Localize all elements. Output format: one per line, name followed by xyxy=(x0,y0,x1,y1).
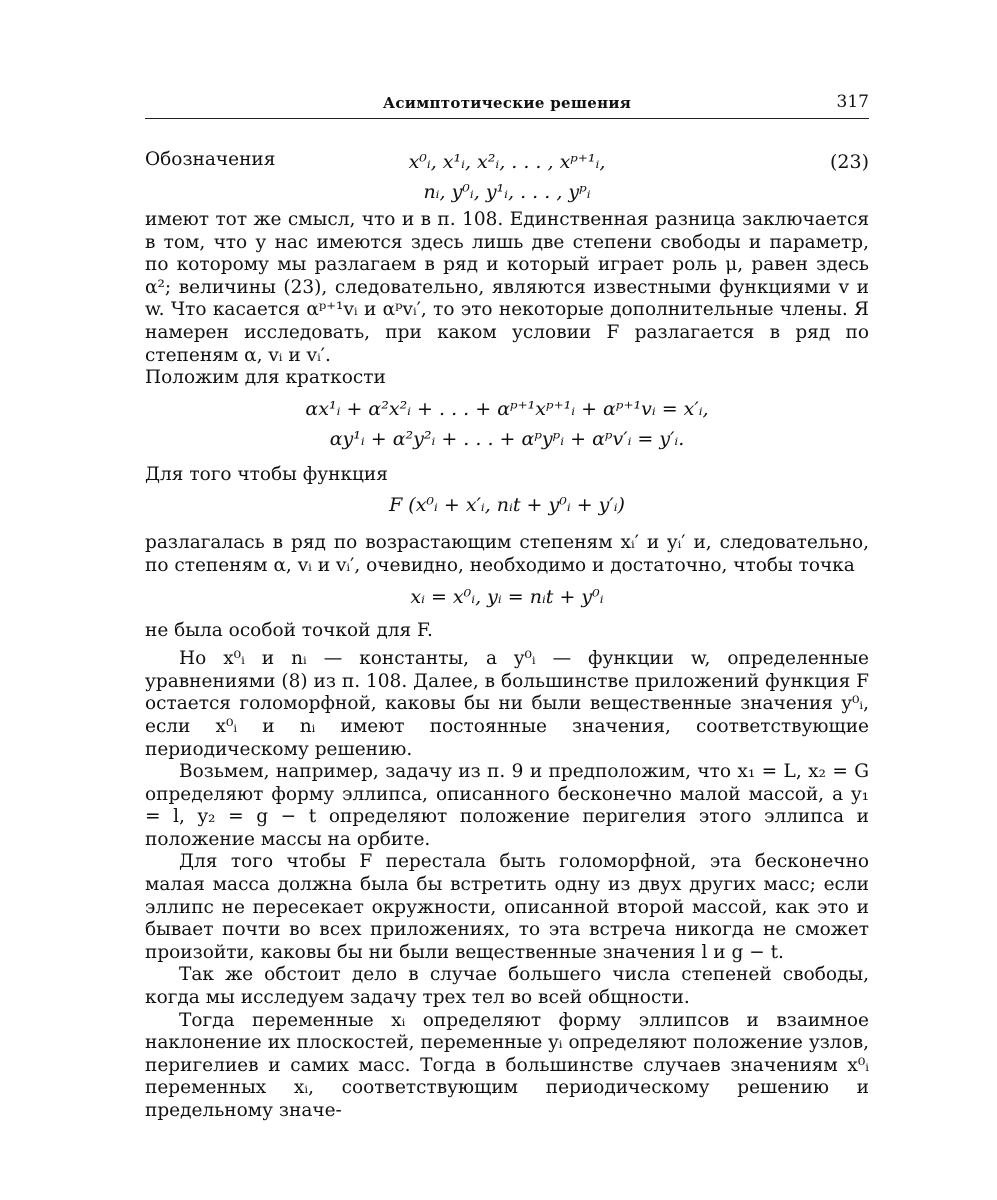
paragraph-more-degrees: Так же обстоит дело в случае большего числа степеней свободы, когда мы исследуем задачу трех тел во всей общности. xyxy=(145,964,869,1009)
page-number: 317 xyxy=(836,92,869,112)
running-header xyxy=(145,88,869,119)
paragraph-label-notation: Обозначения xyxy=(145,149,276,170)
paragraph-not-singular: не была особой точкой для F. xyxy=(145,619,433,641)
page xyxy=(145,88,869,1123)
paragraph-let-us-put: Положим для краткости xyxy=(145,367,386,389)
equation-y-prime: αy¹ᵢ + α²y²ᵢ + . . . + αᵖyᵖᵢ + αᵖv′ᵢ = y′ᵢ. xyxy=(329,427,685,450)
equation-23-line2: nᵢ, y⁰ᵢ, y¹ᵢ, . . . , yᵖᵢ xyxy=(423,181,591,203)
equation-x-prime: αx¹ᵢ + α²x²ᵢ + . . . + αᵖ⁺¹xᵖ⁺¹ᵢ + αᵖ⁺¹vᵢ = x′ᵢ, xyxy=(305,397,709,420)
equation-23-line1: x⁰ᵢ, x¹ᵢ, x²ᵢ, . . . , xᵖ⁺¹ᵢ, xyxy=(408,151,606,173)
paragraph-variables: Тогда переменные xᵢ определяют форму эллипсов и взаимное наклонение их плоскостей, переменные yᵢ определяют положение узлов, перигелиев и самих масс. Тогда в большинстве случаев значениям x⁰ᵢ переменных xᵢ, соответствующим периодическому решению и предельному значе- xyxy=(145,1009,869,1121)
paragraph-meaning: имеют тот же смысл, что и в п. 108. Единственная разница заключается в том, что у нас имеются здесь лишь две степени свободы и параметр, по которому мы разлагаем в ряд и который играет роль μ, равен здесь α²; величины (23), следовательно, являются известными функциями v и w. Что касается αᵖ⁺¹vᵢ и αᵖvᵢ′, то это некоторые дополнительные члены. Я намерен исследовать, при каком условии F разлагается в ряд по степеням α, vᵢ и vᵢ′. xyxy=(145,209,869,366)
header-title: Асимптотические решения xyxy=(382,94,632,112)
paragraph-constants: Но x⁰ᵢ и nᵢ — константы, а y⁰ᵢ — функции w, определенные уравнениями (8) из п. 108. Далее, в большинстве приложений функция F остается голоморфной, каковы бы ни были вещественные значения y⁰ᵢ, если x⁰ᵢ и nᵢ имеют постоянные значения, соответствующие периодическому решению. xyxy=(145,648,869,760)
equation-point: xᵢ = x⁰ᵢ, yᵢ = nᵢt + y⁰ᵢ xyxy=(410,585,604,608)
equation-23-block xyxy=(145,149,869,205)
paragraph-in-order-that: Для того чтобы функция xyxy=(145,463,388,485)
equation-number-23: (23) xyxy=(829,151,869,173)
paragraph-example: Возьмем, например, задачу из п. 9 и предположим, что x₁ = L, x₂ = G определяют форму эллипса, описанного бесконечно малой массой, а y₁ = l, y₂ = g − t определяют положение перигелия этого эллипса и положение массы на орбите. xyxy=(145,761,869,850)
equation-function-F: F (x⁰ᵢ + x′ᵢ, nᵢt + y⁰ᵢ + y′ᵢ) xyxy=(389,494,625,517)
paragraph-expansion: разлагалась в ряд по возрастающим степеням xᵢ′ и yᵢ′ и, следовательно, по степеням α, vᵢ и vᵢ′, очевидно, необходимо и достаточно, чтобы точка xyxy=(145,532,869,576)
paragraph-holomorphic: Для того чтобы F перестала быть голоморфной, эта бесконечно малая масса должна была бы встретить одну из двух других масс; если эллипс не пересекает окружности, описанной второй массой, как это и бывает почти во всех приложениях, то эта встреча никогда не сможет произойти, каковы бы ни были вещественные значения l и g − t. xyxy=(145,851,869,963)
